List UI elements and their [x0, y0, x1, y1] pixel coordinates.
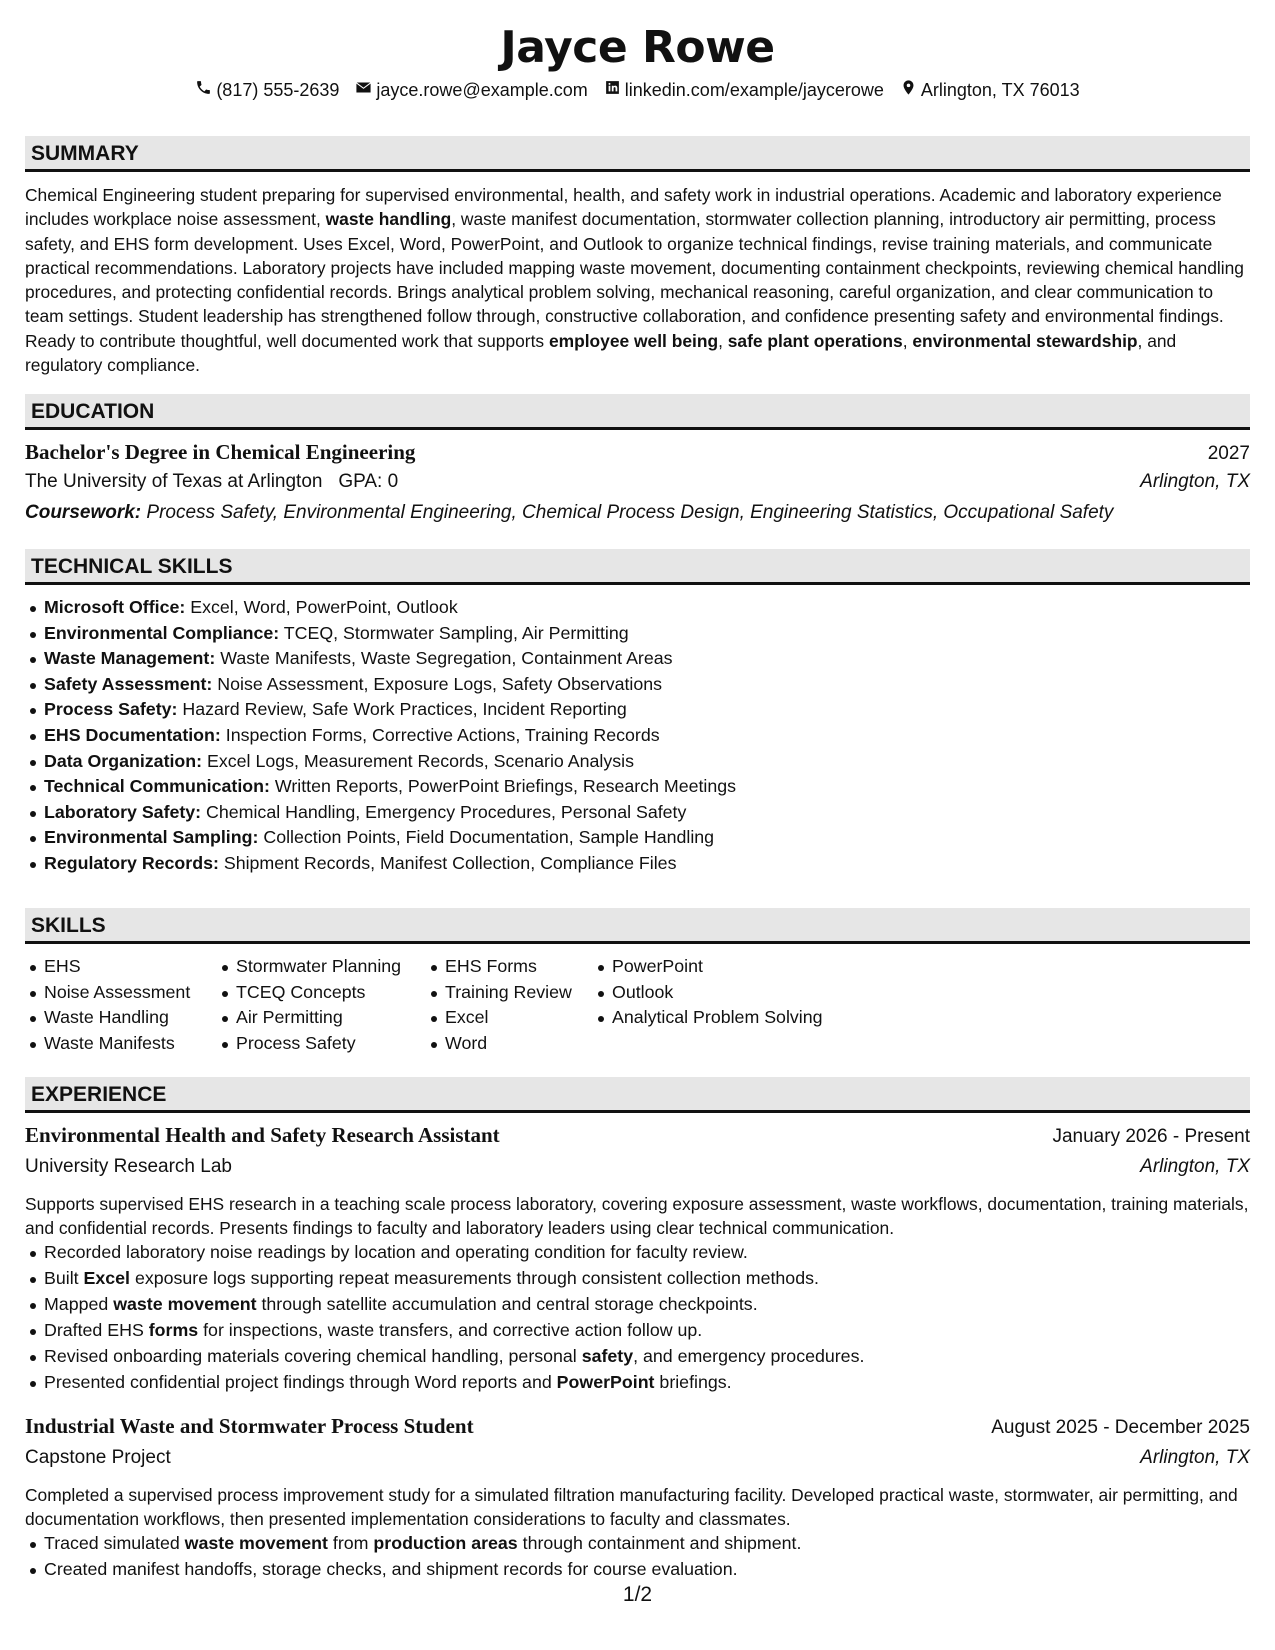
technical-skills-list	[25, 595, 736, 877]
job-org-row	[25, 1447, 1250, 1475]
technical-skill-item	[25, 825, 736, 851]
job-location: Arlington, TX	[1140, 1447, 1250, 1468]
job-title-row	[25, 1414, 1250, 1442]
linkedin-text[interactable]: linkedin.com/example/jaycerowe	[624, 79, 884, 100]
section-title: SKILLS	[31, 914, 106, 937]
bold-text: safe plant operations	[727, 330, 903, 351]
section-header-technical-skills	[25, 549, 1250, 585]
job-title: Industrial Waste and Stormwater Process Student	[25, 1414, 474, 1438]
skill-values: Chemical Handling, Emergency Procedures, Personal Safety	[201, 801, 687, 822]
text-run: Recorded laboratory noise readings by location and operating condition for faculty review.	[44, 1242, 748, 1262]
skill-category: Laboratory Safety:	[44, 801, 202, 822]
section-title: EDUCATION	[31, 400, 155, 423]
text-run: Built	[44, 1267, 84, 1288]
candidate-name: Jayce Rowe	[500, 22, 775, 73]
job-bullet	[25, 1266, 864, 1292]
text-run: through containment and shipment.	[517, 1533, 802, 1553]
phone-icon	[195, 79, 212, 101]
contact-location	[900, 79, 1080, 101]
job-org-row	[25, 1156, 1250, 1184]
job-bullets	[25, 1240, 864, 1395]
job-description: Completed a supervised process improvement study for a simulated filtration manufacturing facility. Developed practical waste, stormwater, air permitting, and documentation workflows, then presented implementation considerations to faculty and classmates.	[25, 1485, 1238, 1530]
contact-bar	[0, 79, 1275, 101]
text-run: Revised onboarding materials covering chemical handling, personal	[44, 1345, 582, 1366]
skill-category: Safety Assessment:	[44, 673, 213, 694]
skills-column	[593, 954, 833, 1056]
skill-item: Noise Assessment	[25, 980, 217, 1006]
skills-column	[426, 954, 593, 1056]
technical-skill-item	[25, 672, 736, 698]
section-title: EXPERIENCE	[31, 1083, 167, 1106]
skill-values: Noise Assessment, Exposure Logs, Safety Observations	[212, 673, 663, 694]
job-bullet	[25, 1344, 864, 1370]
technical-skill-item	[25, 749, 736, 775]
job-dates: August 2025 - December 2025	[991, 1417, 1250, 1438]
summary-text	[25, 183, 1250, 377]
text-run: Presented confidential project findings through Word reports and	[44, 1371, 557, 1392]
section-header-summary	[25, 136, 1250, 172]
email-text[interactable]: jayce.rowe@example.com	[376, 79, 588, 100]
text-run: briefings.	[654, 1371, 732, 1392]
bold-text: forms	[148, 1319, 199, 1340]
skill-item: Analytical Problem Solving	[593, 1005, 833, 1031]
job-description: Supports supervised EHS research in a teaching scale process laboratory, covering exposure assessment, waste workflows, documentation, training materials, and confidential records. Presents findings to faculty and laboratory leaders using clear technical communication.	[25, 1194, 1249, 1239]
job-dates: January 2026 - Present	[1052, 1126, 1250, 1147]
skill-item: Process Safety	[217, 1031, 426, 1057]
education-degree-row	[25, 440, 1250, 468]
location-pin-icon	[900, 79, 917, 101]
section-header-education	[25, 394, 1250, 430]
envelope-icon	[355, 79, 372, 101]
skill-category: Environmental Sampling:	[44, 827, 259, 848]
bold-text: PowerPoint	[556, 1371, 655, 1392]
job-bullet	[25, 1531, 801, 1557]
technical-skill-item	[25, 800, 736, 826]
skill-values: Written Reports, PowerPoint Briefings, Research Meetings	[269, 776, 737, 797]
job-location: Arlington, TX	[1140, 1156, 1250, 1177]
text-run: Drafted EHS	[44, 1319, 149, 1340]
education-school-row	[25, 471, 1250, 499]
skill-category: Environmental Compliance:	[44, 622, 280, 643]
skill-category: Technical Communication:	[44, 776, 270, 797]
bold-text: employee well being	[548, 330, 719, 351]
job-title-row	[25, 1123, 1250, 1151]
text-run: , and regulatory compliance.	[25, 330, 1177, 376]
section-header-skills	[25, 908, 1250, 944]
section-title: SUMMARY	[31, 142, 139, 165]
skill-item: Waste Manifests	[25, 1031, 217, 1057]
location-text: Arlington, TX 76013	[920, 79, 1080, 100]
job-bullets	[25, 1531, 801, 1583]
skill-category: Regulatory Records:	[44, 852, 219, 873]
text-run: , and emergency procedures.	[633, 1345, 865, 1366]
technical-skill-item	[25, 774, 736, 800]
skill-item: TCEQ Concepts	[217, 980, 426, 1006]
skill-values: Shipment Records, Manifest Collection, Compliance Files	[218, 852, 677, 873]
text-run: Created manifest handoffs, storage checks, and shipment records for course evaluation.	[44, 1558, 738, 1579]
skill-item: EHS Forms	[426, 954, 593, 980]
text-run: from	[327, 1533, 374, 1553]
contact-email[interactable]	[355, 79, 587, 101]
skill-values: Hazard Review, Safe Work Practices, Incident Reporting	[177, 699, 627, 720]
skills-column	[217, 954, 426, 1056]
text-run: Chemical Engineering student preparing for supervised environmental, health, and safety work in industrial operations. Academic and laboratory experience includes workplace noise assessment,	[25, 185, 1222, 230]
bold-text: waste movement	[113, 1293, 257, 1314]
bold-text: safety	[581, 1345, 634, 1366]
skill-values: Inspection Forms, Corrective Actions, Training Records	[220, 724, 660, 745]
text-run: ,	[902, 330, 913, 351]
text-run: through satellite accumulation and central storage checkpoints.	[256, 1293, 758, 1314]
skill-item: PowerPoint	[593, 954, 833, 980]
skill-values: Excel Logs, Measurement Records, Scenario Analysis	[202, 750, 634, 771]
school-name: The University of Texas at Arlington	[25, 471, 323, 492]
bold-text: environmental stewardship	[912, 330, 1138, 351]
school-info	[25, 471, 398, 493]
bold-text: Excel	[83, 1267, 130, 1288]
page-number: 1/2	[622, 1583, 653, 1606]
phone-text: (817) 555-2639	[216, 79, 340, 100]
skills-column	[25, 954, 217, 1056]
skill-values: Excel, Word, PowerPoint, Outlook	[185, 597, 458, 617]
job-title: Environmental Health and Safety Research Assistant	[25, 1123, 500, 1147]
job-organization: Capstone Project	[25, 1447, 171, 1468]
linkedin-icon	[604, 79, 621, 101]
degree-title: Bachelor's Degree in Chemical Engineering	[25, 440, 416, 464]
text-run: for inspections, waste transfers, and corrective action follow up.	[198, 1319, 703, 1340]
skill-category: Microsoft Office:	[44, 597, 186, 617]
job-organization: University Research Lab	[25, 1156, 232, 1177]
skill-item: Training Review	[426, 980, 593, 1006]
coursework	[25, 502, 1113, 524]
graduation-year: 2027	[1207, 443, 1250, 464]
skill-category: Data Organization:	[44, 750, 203, 771]
bold-text: waste handling	[325, 209, 452, 230]
technical-skill-item	[25, 723, 736, 749]
job-bullet	[25, 1240, 864, 1266]
skill-category: EHS Documentation:	[44, 724, 221, 745]
technical-skill-item	[25, 595, 736, 621]
job-bullet	[25, 1557, 801, 1583]
skill-item: Excel	[426, 1005, 593, 1031]
skill-category: Waste Management:	[44, 648, 216, 669]
text-run: Mapped	[44, 1293, 114, 1314]
contact-linkedin[interactable]	[604, 79, 884, 101]
skill-category: Process Safety:	[44, 699, 178, 720]
text-run: Traced simulated	[44, 1533, 185, 1553]
text-run: , waste manifest documentation, stormwater collection planning, introductory air permitting, process safety, and EHS form development. Uses Excel, Word, PowerPoint, and Outlook to organize technical findings, revise training materials, and communicate practical recommendations. Laboratory projects have included mapping waste movement, documenting containment checkpoints, reviewing chemical handling procedures, and protecting confidential records. Brings analytical problem solving, mechanical reasoning, careful organization, and clear communication to team settings. Student leadership has strengthened follow through, constructive collaboration, and confidence presenting safety and environmental findings. Ready to contribute thoughtful, well documented work that supports	[25, 209, 1244, 351]
skill-item: Word	[426, 1031, 593, 1057]
technical-skill-item	[25, 646, 736, 672]
text-run: ,	[718, 330, 728, 351]
text-run: exposure logs supporting repeat measurements through consistent collection methods.	[130, 1267, 819, 1288]
technical-skill-item	[25, 851, 736, 877]
job-bullet	[25, 1370, 864, 1396]
skill-item: Waste Handling	[25, 1005, 217, 1031]
job-bullet	[25, 1292, 864, 1318]
skill-values: TCEQ, Stormwater Sampling, Air Permitting	[279, 622, 629, 643]
bold-text: production areas	[373, 1533, 518, 1553]
skill-item: Stormwater Planning	[217, 954, 426, 980]
school-location: Arlington, TX	[1140, 471, 1250, 492]
contact-phone	[195, 79, 339, 101]
technical-skill-item	[25, 621, 736, 647]
skill-values: Collection Points, Field Documentation, Sample Handling	[258, 827, 715, 848]
bold-text: waste movement	[184, 1533, 328, 1553]
skill-item: EHS	[25, 954, 217, 980]
section-header-experience	[25, 1077, 1250, 1113]
skill-item: Outlook	[593, 980, 833, 1006]
coursework-list: Process Safety, Environmental Engineering, Chemical Process Design, Engineering Statistics, Occupational Safety	[146, 502, 1114, 523]
coursework-label: Coursework:	[25, 502, 142, 523]
skill-values: Waste Manifests, Waste Segregation, Containment Areas	[215, 648, 673, 669]
technical-skill-item	[25, 697, 736, 723]
skills-grid	[25, 954, 833, 1056]
section-title: TECHNICAL SKILLS	[31, 555, 233, 578]
skill-item: Air Permitting	[217, 1005, 426, 1031]
job-bullet	[25, 1318, 864, 1344]
gpa: GPA: 0	[338, 471, 399, 492]
